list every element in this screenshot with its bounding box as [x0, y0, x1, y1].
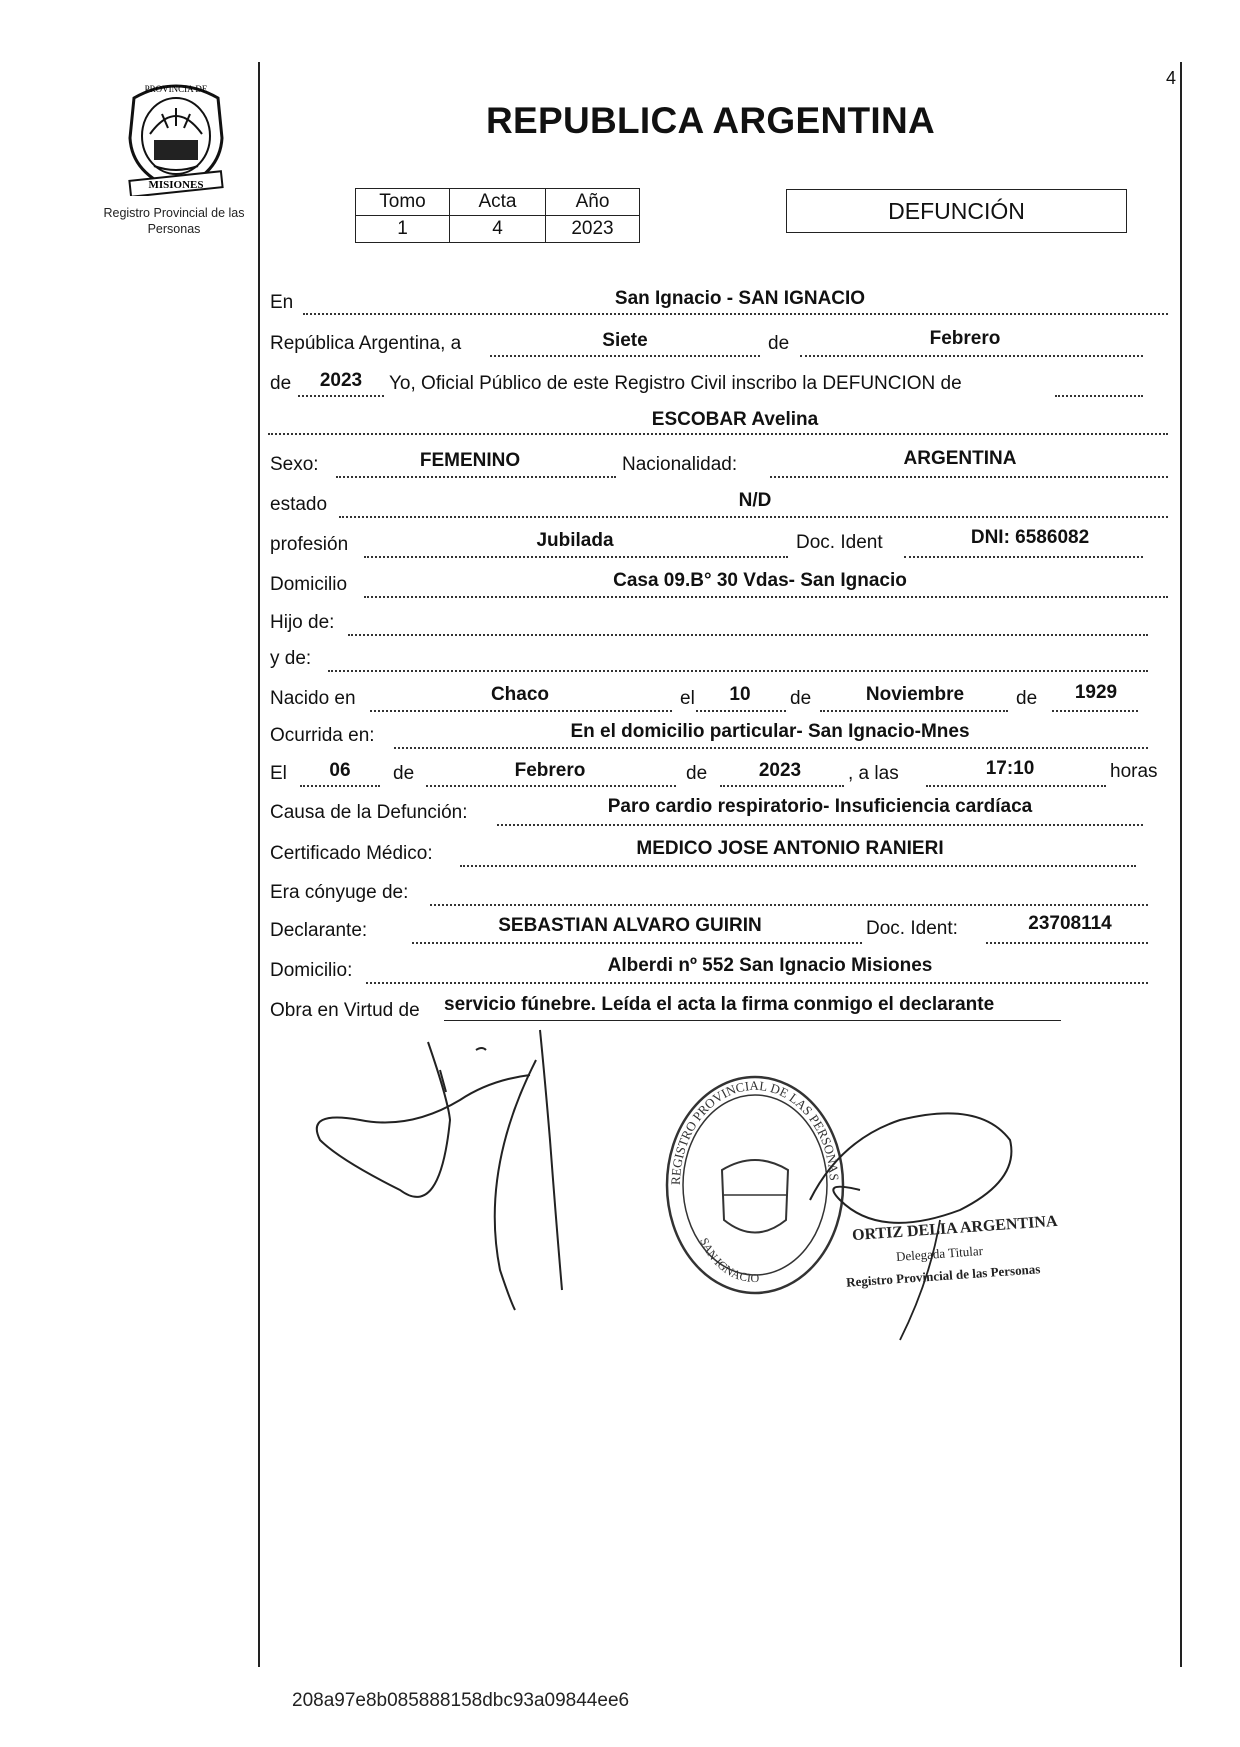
value-def-mes: Febrero: [514, 760, 586, 781]
dots-hijo-de: [348, 634, 1148, 636]
dots-domicilio: [364, 596, 1168, 598]
value-lugar: San Ignacio - SAN IGNACIO: [614, 288, 866, 309]
label-def-de2: de: [686, 763, 708, 784]
label-nacido-en: Nacido en: [270, 688, 356, 709]
dots-doc-ident: [904, 556, 1143, 558]
dots-ocurrida-en: [394, 747, 1148, 749]
value-def-dia: 06: [329, 760, 351, 781]
dots-hora: [926, 785, 1106, 787]
dots-nacionalidad: [770, 476, 1168, 478]
label-obra: Obra en Virtud de: [270, 1000, 420, 1021]
value-decl-doc: 23708114: [1028, 913, 1112, 934]
label-y-de: y de:: [270, 648, 312, 669]
dots-conyuge: [430, 904, 1148, 906]
provincial-seal-icon: [120, 78, 232, 196]
label-republica: República Argentina, a: [270, 333, 462, 354]
value-def-anio: 2023: [758, 760, 802, 781]
value-mes-texto: Febrero: [929, 328, 1001, 349]
value-doc-ident: DNI: 6586082: [970, 527, 1090, 548]
value-domicilio: Casa 09.B° 30 Vdas- San Ignacio: [613, 570, 907, 591]
document-hash: 208a97e8b085888158dbc93a09844ee6: [292, 1690, 630, 1711]
label-yo-oficial: Yo, Oficial Público de este Registro Civil inscribo la DEFUNCION de: [389, 373, 962, 394]
label-el-nac: el: [680, 688, 695, 709]
value-tomo: 1: [356, 216, 450, 243]
label-ocurrida-en: Ocurrida en:: [270, 725, 375, 746]
label-sexo: Sexo:: [270, 454, 319, 475]
value-causa: Paro cardio respiratorio- Insuficiencia cardíaca: [607, 796, 1033, 817]
label-el-def: El: [270, 763, 287, 784]
dots-nacido-en: [370, 710, 672, 712]
dots-declarante: [412, 942, 862, 944]
value-nac-dia: 10: [729, 684, 751, 705]
label-nacionalidad: Nacionalidad:: [622, 454, 738, 475]
dots-causa: [497, 824, 1143, 826]
label-nac-de2: de: [1016, 688, 1038, 709]
value-estado: N/D: [738, 490, 772, 511]
dots-anio: [298, 395, 384, 397]
dots-yo-oficial: [1055, 395, 1143, 397]
header-acta: Acta: [450, 189, 546, 216]
stamp-ring-text: REGISTRO PROVINCIAL DE LAS PERSONAS: [667, 1077, 842, 1186]
value-nac-anio: 1929: [1074, 682, 1118, 703]
official-org: Registro Provincial de las Personas: [845, 1261, 1041, 1290]
value-sexo: FEMENINO: [419, 450, 521, 471]
value-profesion: Jubilada: [536, 530, 614, 551]
dots-def-anio: [720, 785, 844, 787]
label-decl-domicilio: Domicilio:: [270, 960, 353, 981]
value-acta: 4: [450, 216, 546, 243]
label-conyuge: Era cónyuge de:: [270, 882, 409, 903]
seal-top-text: PROVINCIA DE: [144, 84, 208, 94]
label-certificado: Certificado Médico:: [270, 843, 433, 864]
dots-estado: [339, 516, 1168, 518]
official-name: ORTIZ DELIA ARGENTINA: [851, 1212, 1059, 1245]
value-anio: 2023: [546, 216, 640, 243]
header-tomo: Tomo: [356, 189, 450, 216]
label-causa: Causa de la Defunción:: [270, 802, 468, 823]
label-profesion: profesión: [270, 534, 349, 555]
registry-table: [355, 188, 640, 243]
value-nacido-en: Chaco: [490, 684, 550, 705]
stamp-bottom-text: SAN IGNACIO: [697, 1235, 760, 1286]
value-obra: servicio fúnebre. Leída el acta la firma conmigo el declarante: [444, 994, 995, 1015]
label-en: En: [270, 292, 294, 313]
value-nombre: ESCOBAR Avelina: [651, 409, 819, 430]
document-type-box: DEFUNCIÓN: [786, 189, 1127, 233]
registry-value-row: [356, 216, 640, 243]
header-anio: Año: [546, 189, 640, 216]
value-ocurrida-en: En el domicilio particular- San Ignacio-Mnes: [570, 721, 970, 742]
org-name: Registro Provincial de las Personas: [103, 206, 245, 236]
dots-nac-mes: [820, 710, 1008, 712]
dots-decl-doc: [986, 942, 1148, 944]
label-a-las: , a las: [848, 763, 899, 784]
label-nac-de1: de: [790, 688, 812, 709]
value-nac-mes: Noviembre: [865, 684, 965, 705]
label-domicilio: Domicilio: [270, 574, 348, 595]
label-de-anio: de: [270, 373, 292, 394]
dots-mes: [800, 355, 1143, 357]
label-hijo-de: Hijo de:: [270, 612, 335, 633]
value-hora: 17:10: [985, 758, 1035, 779]
label-declarante: Declarante:: [270, 920, 368, 941]
dots-y-de: [328, 670, 1148, 672]
left-margin-line: [258, 62, 260, 1667]
label-decl-doc: Doc. Ident:: [866, 918, 958, 939]
value-certificado: MEDICO JOSE ANTONIO RANIERI: [636, 838, 944, 859]
value-decl-domicilio: Alberdi nº 552 San Ignacio Misiones: [607, 955, 933, 976]
dots-profesion: [364, 556, 788, 558]
dots-nac-anio: [1052, 710, 1138, 712]
right-margin-line: [1180, 62, 1182, 1667]
label-estado: estado: [270, 494, 328, 515]
dots-decl-domicilio: [366, 982, 1148, 984]
dots-nombre: [268, 433, 1168, 435]
official-role: Delegada Titular: [895, 1242, 984, 1265]
label-de-mes: de: [768, 333, 790, 354]
label-horas: horas: [1110, 761, 1158, 782]
page-number: 4: [1166, 68, 1177, 88]
dots-def-dia: [300, 785, 380, 787]
dots-def-mes: [426, 785, 676, 787]
dots-dia: [490, 355, 760, 357]
value-declarante: SEBASTIAN ALVARO GUIRIN: [498, 915, 762, 936]
registry-header-row: [356, 189, 640, 216]
dots-nac-dia: [696, 710, 786, 712]
value-nacionalidad: ARGENTINA: [903, 448, 1017, 469]
value-anio: 2023: [319, 370, 363, 391]
dots-lugar: [303, 313, 1168, 315]
label-doc-ident: Doc. Ident: [796, 532, 883, 553]
page-title: REPUBLICA ARGENTINA: [486, 100, 936, 141]
dots-sexo: [336, 476, 616, 478]
label-def-de1: de: [393, 763, 415, 784]
value-dia-texto: Siete: [602, 330, 648, 351]
seal-bottom-text: MISIONES: [148, 179, 204, 191]
dots-certificado: [460, 865, 1136, 867]
